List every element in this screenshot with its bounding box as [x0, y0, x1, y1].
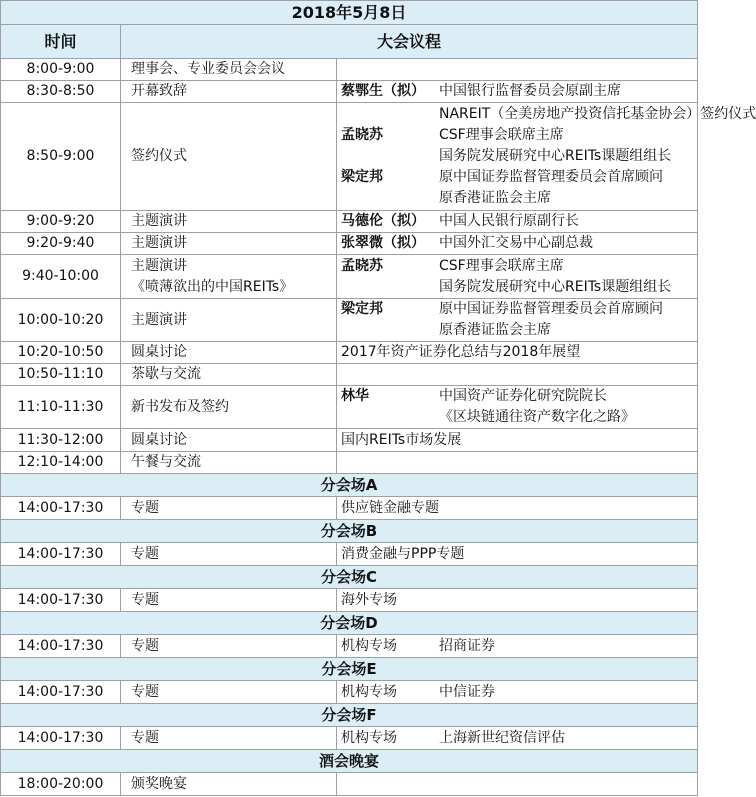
activity-cell: 专题: [121, 635, 337, 658]
session-title: 分会场D: [1, 612, 698, 635]
agenda-row: [1, 103, 698, 211]
speaker-name: 梁定邦: [341, 301, 383, 317]
session-topic: 机构专场: [341, 683, 397, 700]
agenda-cell: [337, 727, 698, 750]
agenda-cell: [337, 364, 698, 386]
time-cell: 18:00-20:00: [1, 773, 121, 796]
agenda-text: 原香港证监会主席: [439, 322, 551, 338]
time-cell: 14:00-17:30: [1, 727, 121, 750]
activity-label: 新书发布及签约: [131, 398, 229, 415]
session-header-row: [1, 704, 698, 727]
session-host: 中信证券: [439, 683, 495, 700]
agenda-line: [341, 256, 691, 277]
agenda-row: [1, 299, 698, 342]
time-cell: 14:00-17:30: [1, 589, 121, 612]
agenda-cell: [337, 103, 756, 211]
activity-cell: [121, 211, 337, 233]
agenda-row: [1, 211, 698, 233]
speaker-name: 马德伦（拟）: [341, 213, 425, 229]
agenda-line: [341, 407, 691, 428]
time-cell: 10:50-11:10: [1, 364, 121, 386]
date-banner-row: [1, 1, 698, 25]
agenda-cell: [337, 81, 698, 103]
agenda-row: [1, 59, 698, 81]
evening-row: [1, 773, 698, 796]
activity-cell: [121, 59, 337, 81]
activity-cell: [121, 386, 337, 429]
session-topic: 消费金融与PPP专题: [341, 545, 465, 562]
agenda-text: 原中国证券监督管理委员会首席顾问: [439, 169, 663, 185]
agenda-line: [341, 104, 756, 125]
activity-label: 午餐与交流: [131, 454, 201, 470]
activity-cell: 专题: [121, 681, 337, 704]
time-cell: 9:20-9:40: [1, 233, 121, 255]
evening-header-row: [1, 750, 698, 773]
agenda-row: [1, 452, 698, 474]
agenda-row: [1, 364, 698, 386]
session-header-row: [1, 612, 698, 635]
agenda-line: [341, 430, 691, 451]
session-row: [1, 727, 698, 750]
agenda-cell: [337, 589, 698, 612]
agenda-row: [1, 342, 698, 364]
session-header-row: [1, 520, 698, 543]
session-title: 分会场C: [1, 566, 698, 589]
session-topic: 机构专场: [341, 729, 397, 746]
agenda-line: [341, 636, 691, 657]
agenda-line: [341, 167, 691, 188]
activity-label: 理事会、专业委员会会议: [131, 61, 285, 77]
agenda-cell: [337, 233, 698, 255]
time-cell: 8:00-9:00: [1, 59, 121, 81]
speaker-name: 孟晓苏: [341, 257, 383, 274]
time-cell: 8:30-8:50: [1, 81, 121, 103]
agenda-cell: [337, 452, 698, 474]
agenda-cell: [337, 543, 698, 566]
agenda-text: 中国银行监督委员会原副主席: [439, 83, 621, 99]
time-cell: 8:50-9:00: [1, 103, 121, 211]
agenda-text: 国务院发展研究中心REITs课题组组长: [439, 148, 672, 164]
activity-subtitle: 《喷薄欲出的中国REITs》: [131, 278, 294, 295]
agenda-text: 原香港证监会主席: [439, 190, 551, 206]
session-topic: 海外专场: [341, 591, 397, 608]
activity-cell: [121, 299, 337, 342]
agenda-cell: [337, 497, 698, 520]
time-cell: 11:10-11:30: [1, 386, 121, 429]
agenda-row: [1, 81, 698, 103]
agenda-line: [341, 320, 691, 341]
activity-cell: [121, 81, 337, 103]
agenda-text: 中国资产证券化研究院院长: [439, 388, 607, 404]
time-cell: 14:00-17:30: [1, 543, 121, 566]
activity-label: 圆桌讨论: [131, 431, 187, 448]
agenda-row: [1, 233, 698, 255]
speaker-name: 孟晓苏: [341, 127, 383, 143]
agenda-line: [341, 146, 691, 167]
activity-cell: [121, 364, 337, 386]
agenda-line: [341, 544, 691, 565]
agenda-cell: [337, 429, 698, 452]
activity-label: 主题演讲: [131, 235, 187, 251]
agenda-line: [341, 211, 691, 232]
agenda-text: 国务院发展研究中心REITs课题组组长: [439, 278, 672, 295]
activity-cell: 专题: [121, 589, 337, 612]
agenda-text: 国内REITs市场发展: [341, 431, 462, 448]
header-row: [1, 25, 698, 59]
time-cell: 14:00-17:30: [1, 681, 121, 704]
session-row: [1, 681, 698, 704]
activity-cell: [121, 429, 337, 452]
time-cell: 9:00-9:20: [1, 211, 121, 233]
agenda-line: [341, 188, 691, 209]
session-row: [1, 589, 698, 612]
activity-cell: [121, 255, 337, 299]
agenda-line: [341, 81, 691, 102]
agenda-line: [341, 299, 691, 320]
activity-cell: [121, 342, 337, 364]
evening-title: 酒会晚宴: [1, 750, 698, 773]
agenda-cell: [337, 59, 698, 81]
agenda-cell: [337, 211, 698, 233]
activity-label: 签约仪式: [131, 148, 187, 164]
activity-label: 茶歇与交流: [131, 366, 201, 382]
agenda-cell: [337, 255, 698, 299]
agenda-line: [341, 498, 691, 519]
activity-cell: 颁奖晚宴: [121, 773, 337, 796]
agenda-cell: [337, 635, 698, 658]
activity-label: 圆桌讨论: [131, 344, 187, 360]
agenda-cell: [337, 299, 698, 342]
activity-cell: [121, 452, 337, 474]
session-row: [1, 497, 698, 520]
speaker-name: 蔡鄂生（拟）: [341, 83, 425, 99]
session-header-row: [1, 566, 698, 589]
agenda-cell: [337, 681, 698, 704]
time-cell: 11:30-12:00: [1, 429, 121, 452]
agenda-line: [341, 590, 691, 611]
agenda-row: [1, 255, 698, 299]
session-row: [1, 543, 698, 566]
activity-cell: 专题: [121, 497, 337, 520]
agenda-text: CSF理事会联席主席: [439, 257, 564, 274]
activity-label: 主题演讲: [131, 311, 187, 328]
activity-cell: 专题: [121, 543, 337, 566]
session-row: [1, 635, 698, 658]
speaker-name: 梁定邦: [341, 169, 383, 185]
time-cell: 14:00-17:30: [1, 635, 121, 658]
agenda-text: CSF理事会联席主席: [439, 127, 564, 143]
agenda-cell: [337, 773, 698, 796]
agenda-line: [341, 386, 691, 407]
agenda-line: [341, 342, 691, 363]
activity-label: 开幕致辞: [131, 83, 187, 99]
agenda-line: [341, 277, 691, 298]
time-cell: 12:10-14:00: [1, 452, 121, 474]
session-topic: 供应链金融专题: [341, 499, 439, 516]
session-header-row: [1, 658, 698, 681]
speaker-name: 林华: [341, 388, 369, 404]
activity-label: 主题演讲: [131, 213, 187, 229]
session-topic: 机构专场: [341, 637, 397, 654]
agenda-line: [341, 728, 691, 749]
agenda-header: 大会议程: [121, 25, 698, 59]
agenda-line: [341, 125, 691, 146]
agenda-line: [341, 682, 691, 703]
time-cell: 10:00-10:20: [1, 299, 121, 342]
session-title: 分会场E: [1, 658, 698, 681]
agenda-cell: [337, 386, 698, 429]
session-host: 上海新世纪资信评估: [439, 729, 565, 746]
time-header: 时间: [1, 25, 121, 59]
agenda-text: NAREIT（全美房地产投资信托基金协会）签约仪式: [439, 106, 756, 122]
agenda-text: 原中国证券监督管理委员会首席顾问: [439, 301, 663, 317]
activity-cell: 专题: [121, 727, 337, 750]
session-header-row: [1, 474, 698, 497]
agenda-text: 2017年资产证券化总结与2018年展望: [341, 344, 581, 360]
agenda-row: [1, 429, 698, 452]
agenda-text: 中国外汇交易中心副总裁: [439, 235, 593, 251]
session-host: 招商证券: [439, 637, 495, 654]
time-cell: 14:00-17:30: [1, 497, 121, 520]
session-title: 分会场B: [1, 520, 698, 543]
time-cell: 9:40-10:00: [1, 255, 121, 299]
date-title: 2018年5月8日: [1, 1, 698, 25]
activity-cell: [121, 103, 337, 211]
activity-label: 主题演讲: [131, 257, 187, 274]
speaker-name: 张翠微（拟）: [341, 235, 425, 251]
agenda-line: [341, 233, 691, 254]
session-title: 分会场F: [1, 704, 698, 727]
time-cell: 10:20-10:50: [1, 342, 121, 364]
agenda-text: 中国人民银行原副行长: [439, 213, 579, 229]
agenda-text: 《区块链通往资产数字化之路》: [439, 409, 635, 425]
session-title: 分会场A: [1, 474, 698, 497]
activity-cell: [121, 233, 337, 255]
agenda-row: [1, 386, 698, 429]
agenda-cell: [337, 342, 698, 364]
